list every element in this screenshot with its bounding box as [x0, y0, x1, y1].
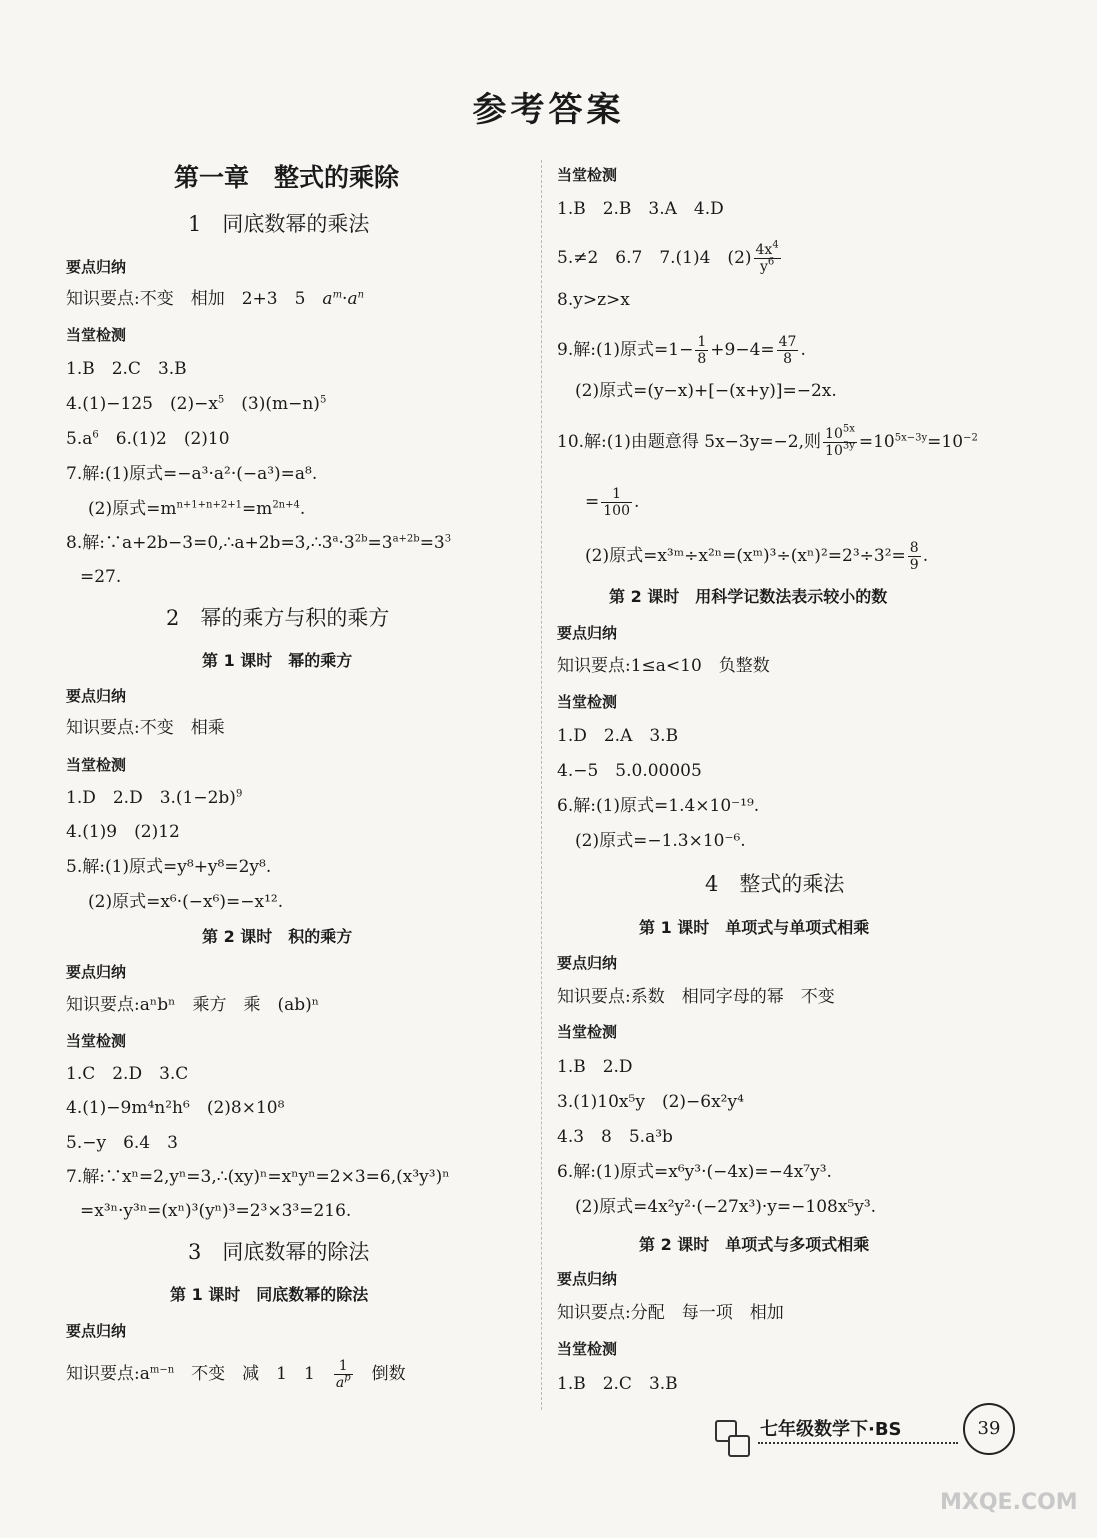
section-label: 当堂检测 — [557, 693, 618, 711]
answer-line: (2)原式=−1.3×10⁻⁶. — [575, 831, 746, 851]
section-label: 要点归纳 — [557, 624, 618, 642]
fraction: $\frac{8}{9}$ — [909, 540, 919, 573]
page-title: 参考答案 — [472, 90, 625, 130]
answer-line: 知识要点$:a^{m-n}$ 不变 减 1 1 $\frac{1}{a^p}$ 倒数 — [66, 1358, 406, 1391]
answer-line: 1.B 2.B 3.A 4.D — [557, 199, 724, 219]
section-label: 当堂检测 — [66, 1032, 127, 1050]
section-label: 当堂检测 — [66, 326, 127, 344]
answer-line: 知识要点:系数 相同字母的幂 不变 — [557, 987, 835, 1007]
section-title: 3 同底数幂的除法 — [188, 1240, 370, 1264]
answer-line: 10.解:(1)由题意得 5x−3y=−2,则 $\frac{10^{5x}}{10^{3y}}$ $=10^{5x-3y}=10^{-2}$ — [557, 423, 978, 459]
answer-line: 6.解:(1)原式=1.4×10⁻¹⁹. — [557, 796, 760, 816]
answer-line: 知识要点:分配 每一项 相加 — [557, 1303, 784, 1323]
watermark: MXQE.COM — [940, 1490, 1078, 1515]
section-label: 要点归纳 — [66, 258, 127, 276]
section-label: 当堂检测 — [557, 1023, 618, 1041]
lesson-title: 第 2 课时 单项式与多项式相乘 — [639, 1235, 870, 1254]
section-title: 2 幂的乘方与积的乘方 — [166, 606, 390, 630]
fraction: $\frac{1}{a^p}$ — [335, 1358, 351, 1391]
lesson-title: 第 2 课时 积的乘方 — [202, 927, 353, 946]
column-divider — [541, 160, 542, 1410]
answer-line: (2)原式=4x²y²·(−27x³)·y=−108x⁵y³. — [575, 1197, 877, 1217]
chapter-title: 第一章 整式的乘除 — [174, 163, 400, 192]
answer-line: 知识要点:1≤a<10 负整数 — [557, 656, 770, 676]
fraction: $\frac{1}{100}$ — [603, 486, 630, 519]
answer-line: $5.a^6$ 6.(1)2 (2)10 — [66, 429, 230, 449]
answer-line: 4.(1)9 (2)12 — [66, 822, 180, 842]
answer-line: (2)原式=(y−x)+[−(x+y)]=−2x. — [575, 381, 837, 401]
answer-line: 知识要点:不变 相乘 — [66, 718, 225, 738]
book-title: 七年级数学下·BS — [760, 1419, 902, 1440]
lesson-title: 第 1 课时 幂的乘方 — [202, 651, 353, 670]
fraction: $\frac{10^{5x}}{10^{3y}}$ — [825, 423, 855, 459]
footer-rule — [758, 1442, 958, 1444]
answer-line: 1.B 2.D — [557, 1057, 633, 1077]
answer-line: 7.解:(1)原式=−a³·a²·(−a³)=a⁸. — [66, 464, 318, 484]
answer-line: 4.−5 5.0.00005 — [557, 761, 702, 781]
section-title: 1 同底数幂的乘法 — [188, 212, 370, 236]
answer-line: (2)原式=x³ᵐ÷x²ⁿ=(xᵐ)³÷(xⁿ)²=2³÷3²= $\frac{8}{9}$ . — [585, 540, 929, 573]
answer-line: 6.解:(1)原式=x⁶y³·(−4x)=−4x⁷y³. — [557, 1162, 832, 1182]
answer-line: = $\frac{1}{100}$ . — [585, 486, 640, 519]
answer-line: 1.D 2.A 3.B — [557, 726, 679, 746]
section-label: 要点归纳 — [557, 1270, 618, 1288]
section-label: 当堂检测 — [66, 756, 127, 774]
answer-line: =x³ⁿ·y³ⁿ=(xⁿ)³(yⁿ)³=2³×3³=216. — [80, 1201, 352, 1221]
answer-line: (2)原式$=m^{n+1+n+2+1}=m^{2n+4}$. — [88, 499, 306, 519]
answer-line: 1.D 2.D $3.(1-2b)^9$ — [66, 788, 243, 808]
section-label: 要点归纳 — [66, 687, 127, 705]
section-title: 4 整式的乘法 — [705, 872, 845, 896]
answer-line: 4.(1)−9m⁴n²h⁶ (2)8×10⁸ — [66, 1098, 285, 1118]
answer-line: 8.解$:\because a+2b-3=0,\therefore a+2b=3,\therefore 3^a\cdot 3^{2b}=3^{a+2b}=3^3$ — [66, 533, 452, 553]
answer-line: 知识要点:aⁿbⁿ 乘方 乘 (ab)ⁿ — [66, 995, 320, 1015]
answer-line: 3.(1)10x⁵y (2)−6x²y⁴ — [557, 1092, 744, 1112]
section-label: 当堂检测 — [557, 166, 618, 184]
answer-line: 知识要点:不变 相加 2+3 5 $a^m\cdot a^n$ — [66, 289, 365, 309]
answer-line: 1.C 2.D 3.C — [66, 1064, 189, 1084]
answer-line: 5.≠2 6.7 7.(1)4 (2) $\frac{4x^4}{y^6}$ — [557, 239, 779, 275]
answer-line: (2)原式=x⁶·(−x⁶)=−x¹². — [88, 892, 284, 912]
section-label: 要点归纳 — [66, 963, 127, 981]
answer-line: 5.−y 6.4 3 — [66, 1133, 178, 1153]
lesson-title: 第 1 课时 同底数幂的除法 — [170, 1285, 369, 1304]
answer-line: =27. — [80, 567, 122, 587]
page-number: 39 — [963, 1403, 1015, 1455]
answer-line: 4.3 8 5.a³b — [557, 1127, 673, 1147]
answer-line: 8.y>z>x — [557, 290, 630, 310]
lesson-title: 第 1 课时 单项式与单项式相乘 — [639, 918, 870, 937]
section-label: 当堂检测 — [557, 1340, 618, 1358]
fraction: $\frac{1}{8}$ — [697, 334, 707, 367]
answer-line: 1.B 2.C 3.B — [66, 359, 187, 379]
fraction: $\frac{4x^4}{y^6}$ — [755, 239, 779, 275]
footer-decoration — [728, 1435, 750, 1457]
answer-line: 5.解:(1)原式=y⁸+y⁸=2y⁸. — [66, 857, 272, 877]
section-label: 要点归纳 — [66, 1322, 127, 1340]
answer-line: 1.B 2.C 3.B — [557, 1374, 678, 1394]
fraction: $\frac{47}{8}$ — [778, 334, 797, 367]
answer-line: 9.解:(1)原式=1− $\frac{1}{8}$ +9−4= $\frac{47}{8}$ . — [557, 334, 806, 367]
answer-line: 4.(1)−125 $(2)-x^5$ $(3)(m-n)^5$ — [66, 394, 327, 414]
answer-line: 7.解:∵xⁿ=2,yⁿ=3,∴(xy)ⁿ=xⁿyⁿ=2×3=6,(x³y³)ⁿ — [66, 1167, 450, 1187]
lesson-title: 第 2 课时 用科学记数法表示较小的数 — [609, 587, 888, 606]
section-label: 要点归纳 — [557, 954, 618, 972]
